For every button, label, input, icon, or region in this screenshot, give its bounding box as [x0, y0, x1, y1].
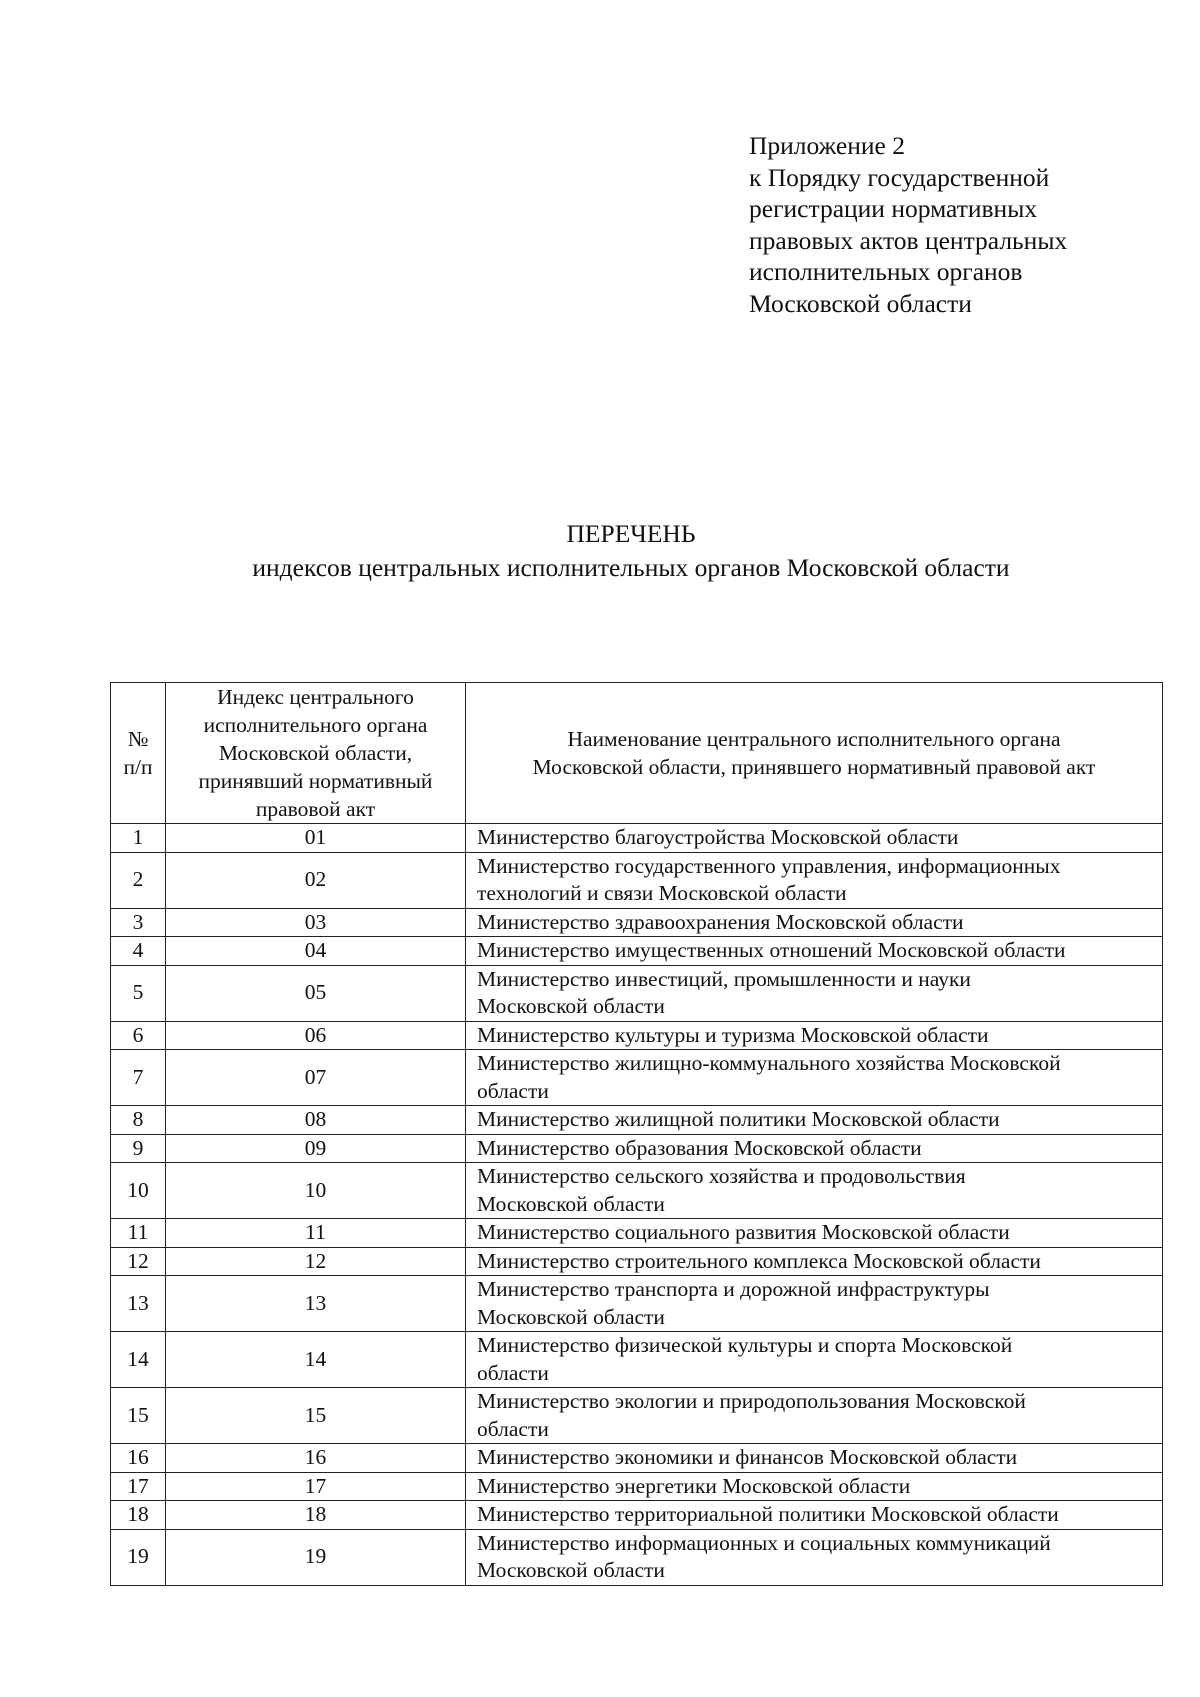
organ-name-line: Московской области [477, 994, 665, 1018]
row-number: 10 [111, 1163, 166, 1219]
row-index: 04 [166, 937, 466, 966]
row-organ-name [466, 1163, 1163, 1219]
row-organ-name [466, 852, 1163, 908]
table-row [111, 1050, 1163, 1106]
table-row [111, 1219, 1163, 1248]
table-row [111, 908, 1163, 937]
row-organ-name [466, 1021, 1163, 1050]
table-row [111, 1501, 1163, 1530]
organ-name-line: Министерство энергетики Московской области [477, 1473, 911, 1498]
header-number-line: п/п [123, 755, 153, 779]
row-organ-name [466, 1276, 1163, 1332]
row-number: 5 [111, 965, 166, 1021]
row-index: 10 [166, 1163, 466, 1219]
organ-name-line: Министерство государственного управления, информационных [477, 853, 1061, 878]
row-organ-name [466, 1219, 1163, 1248]
row-organ-name [466, 1332, 1163, 1388]
organ-name-line: Московской области [477, 1191, 665, 1216]
organ-name-line: Министерство строительного комплекса Московской области [477, 1248, 1041, 1273]
row-organ-name [466, 1247, 1163, 1276]
row-index: 19 [166, 1529, 466, 1585]
header-number-line: № [127, 727, 149, 751]
row-number: 2 [111, 852, 166, 908]
organ-name-line: области [477, 1360, 549, 1385]
header-index-line: принявший нормативный [198, 769, 433, 793]
row-organ-name [466, 1501, 1163, 1530]
row-organ-name [466, 965, 1163, 1021]
header-name-line: Наименование центрального исполнительного органа [567, 727, 1061, 751]
document-subtitle: индексов центральных исполнительных органов Московской области [252, 553, 1010, 582]
row-number: 16 [111, 1444, 166, 1473]
table-row [111, 852, 1163, 908]
row-index: 07 [166, 1050, 466, 1106]
organ-name-line: Министерство экономики и финансов Московской области [477, 1445, 1018, 1469]
row-index: 11 [166, 1219, 466, 1248]
table-row [111, 1106, 1163, 1135]
table-row [111, 1021, 1163, 1050]
header-index-line: исполнительного органа [203, 713, 428, 737]
row-number: 18 [111, 1501, 166, 1530]
header-index-line: правовой акт [255, 797, 376, 821]
row-index: 06 [166, 1021, 466, 1050]
row-index: 08 [166, 1106, 466, 1135]
row-index: 18 [166, 1501, 466, 1530]
row-number: 13 [111, 1276, 166, 1332]
row-number: 11 [111, 1219, 166, 1248]
appendix-line: исполнительных органов [749, 257, 1023, 286]
table-row [111, 937, 1163, 966]
organ-name-line: Министерство здравоохранения Московской области [477, 909, 964, 934]
table-row [111, 1163, 1163, 1219]
row-index: 13 [166, 1276, 466, 1332]
appendix-line: регистрации нормативных [749, 194, 1038, 223]
index-table [110, 682, 1163, 1586]
header-name-line: Московской области, принявшего нормативный правовой акт [532, 755, 1096, 779]
header-number [111, 683, 166, 824]
organ-name-line: Московской области [477, 1558, 665, 1582]
row-number: 7 [111, 1050, 166, 1106]
row-number: 4 [111, 937, 166, 966]
table-row [111, 1529, 1163, 1585]
table-row [111, 824, 1163, 853]
row-organ-name [466, 1106, 1163, 1135]
header-name [466, 683, 1163, 824]
appendix-line: к Порядку государственной [749, 162, 1050, 192]
organ-name-line: Министерство благоустройства Московской области [477, 825, 959, 849]
table-row [111, 1444, 1163, 1473]
row-organ-name [466, 937, 1163, 966]
row-index: 03 [166, 908, 466, 937]
appendix-line: правовых актов центральных [749, 225, 1068, 255]
table-row [111, 965, 1163, 1021]
row-number: 3 [111, 908, 166, 937]
header-index-line: Индекс центрального [217, 685, 414, 709]
row-organ-name [466, 1529, 1163, 1585]
row-number: 15 [111, 1388, 166, 1444]
table-row [111, 1332, 1163, 1388]
organ-name-line: Московской области [477, 1304, 665, 1329]
header-index-line: Московской области, [218, 741, 413, 765]
organ-name-line: Министерство инвестиций, промышленности и науки [477, 966, 971, 991]
row-index: 14 [166, 1332, 466, 1388]
organ-name-line: Министерство транспорта и дорожной инфраструктуры [477, 1277, 990, 1301]
appendix-block [749, 130, 1169, 319]
row-organ-name [466, 1134, 1163, 1163]
organ-name-line: Министерство экологии и природопользования Московской [477, 1389, 1026, 1413]
row-organ-name [466, 908, 1163, 937]
row-number: 14 [111, 1332, 166, 1388]
organ-name-line: области [477, 1078, 549, 1103]
organ-name-line: Министерство территориальной политики Московской области [477, 1502, 1059, 1526]
table-row [111, 1134, 1163, 1163]
row-organ-name [466, 1050, 1163, 1106]
row-number: 8 [111, 1106, 166, 1135]
table-row [111, 1247, 1163, 1276]
row-index: 17 [166, 1472, 466, 1501]
header-index [166, 683, 466, 824]
organ-name-line: Министерство имущественных отношений Московской области [477, 938, 1066, 962]
organ-name-line: Министерство жилищно-коммунального хозяйства Московской [477, 1051, 1061, 1075]
organ-name-line: области [477, 1416, 549, 1441]
organ-name-line: Министерство физической культуры и спорта Московской [477, 1333, 1013, 1357]
row-organ-name [466, 1444, 1163, 1473]
table-header-row [111, 683, 1163, 824]
row-number: 1 [111, 824, 166, 853]
organ-name-line: Министерство сельского хозяйства и продовольствия [477, 1164, 966, 1188]
row-index: 05 [166, 965, 466, 1021]
row-organ-name [466, 1388, 1163, 1444]
table-body [111, 824, 1163, 1586]
row-index: 02 [166, 852, 466, 908]
table-row [111, 1276, 1163, 1332]
row-number: 19 [111, 1529, 166, 1585]
organ-name-line: Министерство информационных и социальных коммуникаций [477, 1530, 1051, 1555]
row-number: 9 [111, 1134, 166, 1163]
row-number: 12 [111, 1247, 166, 1276]
row-index: 16 [166, 1444, 466, 1473]
appendix-line: Московской области [749, 288, 972, 318]
document-title: ПЕРЕЧЕНЬ [566, 519, 696, 548]
table-row [111, 1388, 1163, 1444]
organ-name-line: Министерство образования Московской области [477, 1135, 922, 1160]
appendix-line: Приложение 2 [749, 131, 905, 160]
row-number: 17 [111, 1472, 166, 1501]
organ-name-line: Министерство культуры и туризма Московской области [477, 1022, 989, 1047]
row-organ-name [466, 824, 1163, 853]
organ-name-line: технологий и связи Московской области [477, 881, 847, 905]
row-index: 12 [166, 1247, 466, 1276]
organ-name-line: Министерство жилищной политики Московской области [477, 1107, 1000, 1131]
row-index: 09 [166, 1134, 466, 1163]
row-index: 01 [166, 824, 466, 853]
row-organ-name [466, 1472, 1163, 1501]
organ-name-line: Министерство социального развития Московской области [477, 1220, 1010, 1244]
table-row [111, 1472, 1163, 1501]
row-index: 15 [166, 1388, 466, 1444]
row-number: 6 [111, 1021, 166, 1050]
